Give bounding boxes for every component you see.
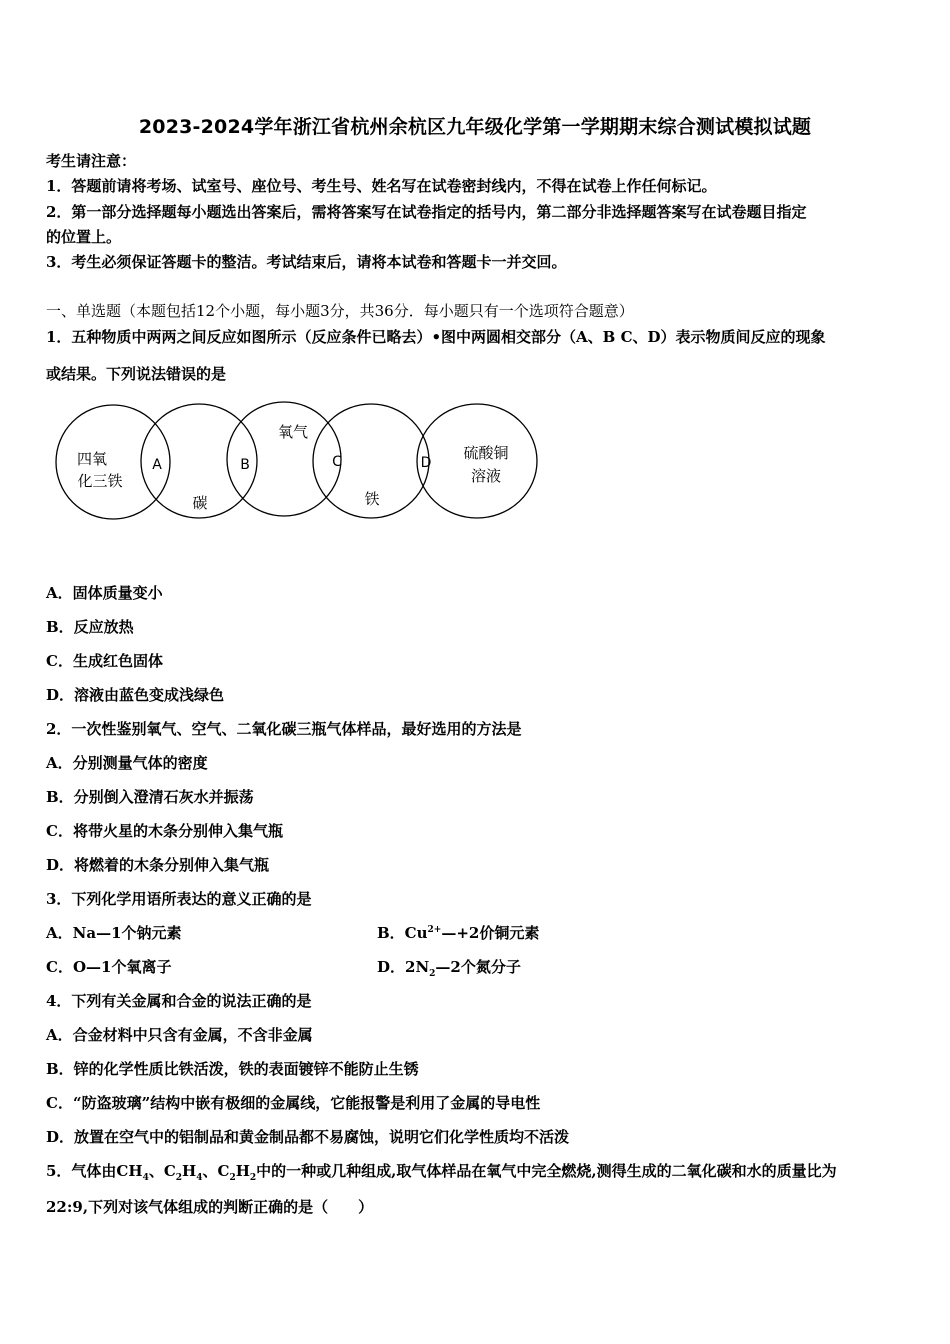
q2-option-c: C．将带火星的木条分别伸入集气瓶 bbox=[46, 822, 283, 840]
q5-subscript: 4 bbox=[142, 1173, 149, 1183]
q5-subscript: 2 bbox=[249, 1173, 257, 1183]
q3-option-d-meaning: —2个氮分子 bbox=[435, 958, 521, 976]
q5-text: H bbox=[182, 1162, 197, 1180]
q2-option-d: D．将燃着的木条分别伸入集气瓶 bbox=[46, 856, 270, 874]
q3-option-b-charge: 2+ bbox=[427, 925, 442, 935]
q3-option-b-meaning: —+2价铜元素 bbox=[441, 924, 540, 942]
q5-text: 5．气体由CH bbox=[46, 1162, 143, 1180]
question-3-stem: 3．下列化学用语所表达的意义正确的是 bbox=[46, 890, 312, 908]
circle3-label: 氧气 bbox=[277, 423, 309, 441]
q5-subscript: 2 bbox=[175, 1173, 183, 1183]
q5-text: 、C bbox=[148, 1162, 176, 1180]
q4-option-b: B．锌的化学性质比铁活泼，铁的表面镀锌不能防止生锈 bbox=[46, 1060, 419, 1078]
q4-option-c: C．“防盗玻璃”结构中嵌有极细的金属线，它能报警是利用了金属的导电性 bbox=[46, 1094, 541, 1112]
section-heading: 一、单选题（本题包括12个小题，每小题3分，共36分．每小题只有一个选项符合题意） bbox=[46, 302, 634, 320]
intersection-label-d: D bbox=[420, 455, 432, 471]
circle5-label-line2: 溶液 bbox=[470, 467, 502, 485]
question-2-stem: 2．一次性鉴别氧气、空气、二氧化碳三瓶气体样品，最好选用的方法是 bbox=[46, 720, 522, 738]
notice-heading: 考生请注意： bbox=[46, 152, 137, 170]
intersection-label-b: B bbox=[240, 457, 250, 473]
q3-option-d-text: D．2N bbox=[377, 958, 430, 976]
intersection-label-a: A bbox=[152, 457, 162, 473]
notice-item: 2．第一部分选择题每小题选出答案后，需将答案写在试卷指定的括号内，第二部分非选择题答案写在试卷题目指定 bbox=[46, 203, 807, 221]
question-1-stem: 1．五种物质中两两之间反应如图所示（反应条件已略去）•图中两圆相交部分（A、B C、D）表示物质间反应的现象 bbox=[46, 328, 826, 346]
q1-option-c: C．生成红色固体 bbox=[46, 652, 163, 670]
question-4-stem: 4．下列有关金属和合金的说法正确的是 bbox=[46, 992, 312, 1010]
question-1-stem-cont: 或结果。下列说法错误的是 bbox=[46, 365, 227, 383]
circle1-label-line2: 化三铁 bbox=[77, 472, 123, 490]
notice-item: 3．考生必须保证答题卡的整洁。考试结束后，请将本试卷和答题卡一并交回。 bbox=[46, 253, 567, 271]
q1-option-a: A．固体质量变小 bbox=[46, 584, 163, 602]
q3-option-b-text: B．Cu bbox=[377, 924, 428, 942]
reaction-circles-diagram bbox=[46, 398, 546, 528]
q1-option-d: D．溶液由蓝色变成浅绿色 bbox=[46, 686, 225, 704]
circle2-label: 碳 bbox=[192, 494, 208, 512]
q3-option-d bbox=[377, 958, 521, 980]
intersection-label-c: C bbox=[332, 454, 342, 470]
q4-option-a: A．合金材料中只含有金属，不含非金属 bbox=[46, 1026, 313, 1044]
q4-option-d: D．放置在空气中的铝制品和黄金制品都不易腐蚀，说明它们化学性质均不活泼 bbox=[46, 1128, 570, 1146]
circle4-label: 铁 bbox=[364, 490, 380, 508]
q2-option-b: B．分别倒入澄清石灰水并振荡 bbox=[46, 788, 254, 806]
q5-subscript: 2 bbox=[229, 1173, 236, 1183]
circle1-label-line1: 四氧 bbox=[76, 450, 108, 468]
q5-text: 、C bbox=[202, 1162, 230, 1180]
question-5-stem bbox=[46, 1162, 837, 1184]
q5-text: 中的一种或几种组成,取气体样品在氧气中完全燃烧,测得生成的二氧化碳和水的质量比为 bbox=[256, 1162, 837, 1180]
question-5-stem-cont: 22:9,下列对该气体组成的判断正确的是（ ） bbox=[46, 1198, 374, 1216]
exam-title: 2023-2024学年浙江省杭州余杭区九年级化学第一学期期末综合测试模拟试题 bbox=[138, 116, 812, 138]
notice-item: 的位置上。 bbox=[46, 228, 122, 246]
q5-text: H bbox=[235, 1162, 250, 1180]
q3-option-c: C．O—1个氧离子 bbox=[46, 958, 172, 976]
q3-option-b bbox=[377, 924, 539, 942]
notice-item: 1．答题前请将考场、试室号、座位号、考生号、姓名写在试卷密封线内，不得在试卷上作任何标记。 bbox=[46, 177, 717, 195]
q1-option-b: B．反应放热 bbox=[46, 618, 134, 636]
q5-subscript: 4 bbox=[196, 1173, 203, 1183]
q2-option-a: A．分别测量气体的密度 bbox=[46, 754, 208, 772]
circle5-label-line1: 硫酸铜 bbox=[463, 444, 509, 462]
q3-option-d-subscript: 2 bbox=[429, 969, 436, 979]
q3-option-a: A．Na—1个钠元素 bbox=[46, 924, 182, 942]
